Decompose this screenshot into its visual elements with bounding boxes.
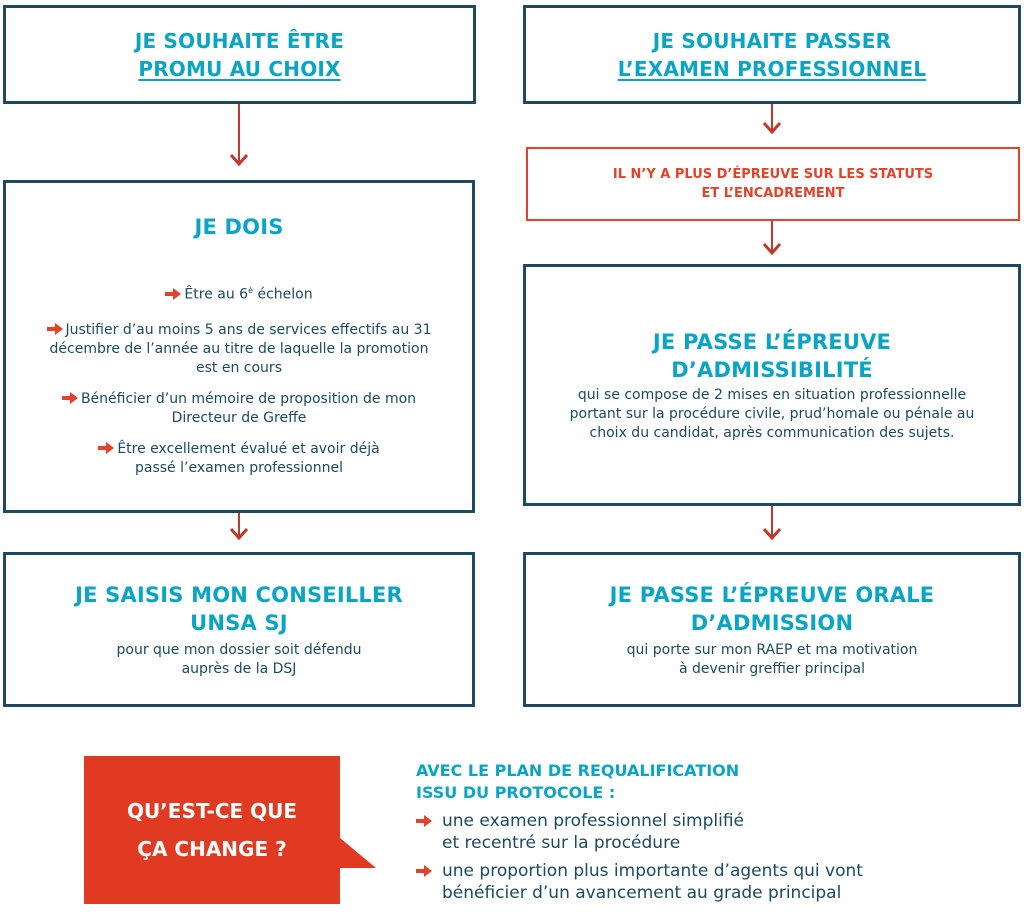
changes-title: AVEC LE PLAN DE REQUALIFICATION ISSU DU PROTOCOLE : <box>416 761 740 802</box>
arrow-right-icon <box>165 288 181 300</box>
requirement-item: Bénéficier d’un mémoire de proposition de mon Directeur de Greffe <box>39 390 439 428</box>
admission-box <box>523 552 1021 707</box>
conseiller-box <box>3 552 475 707</box>
change-item: une proportion plus importante d’agents qui vont bénéficier d’un avancement au grade principal <box>416 860 1016 904</box>
arrow-right-icon <box>47 323 63 335</box>
arrow-right-icon <box>416 815 432 827</box>
admissibilite-title: JE PASSE L’ÉPREUVE D’ADMISSIBILITÉ <box>652 329 892 382</box>
promu-au-choix-title <box>135 27 344 83</box>
notice-box: IL N’Y A PLUS D’ÉPREUVE SUR LES STATUTS ET L’ENCADREMENT <box>526 147 1020 221</box>
title-line-underlined: PROMU AU CHOIX <box>138 56 341 81</box>
requirement-item: Justifier d’au moins 5 ans de services effectifs au 31 décembre de l’année au titre de laquelle la promotion est en cours <box>39 321 439 378</box>
admissibilite-body: qui se compose de 2 mises en situation professionnelle portant sur la procédure civile, prud’homale ou pénale au choix du candidat, après communication des sujets. <box>569 386 975 441</box>
conseiller-body: pour que mon dossier soit défendu auprès de la DSJ <box>116 641 362 677</box>
changes-section <box>416 760 1016 904</box>
requirement-item: Être au $6^è$ échelon <box>39 281 439 305</box>
arrow-right-icon <box>98 442 114 454</box>
callout-tail <box>340 838 376 868</box>
je-dois-title: JE DOIS <box>194 215 284 239</box>
admission-title: JE PASSE L’ÉPREUVE ORALE D’ADMISSION <box>609 582 935 635</box>
down-arrow-icon <box>762 104 782 134</box>
down-arrow-icon <box>762 506 782 540</box>
change-item: une examen professionnel simplifié et recentré sur la procédure <box>416 810 1016 854</box>
examen-professionnel-box <box>523 5 1021 104</box>
admission-body: qui porte sur mon RAEP et ma motivation à devenir greffier principal <box>626 641 918 677</box>
promu-au-choix-box <box>3 5 476 104</box>
conseiller-title: JE SAISIS MON CONSEILLER UNSA SJ <box>75 582 403 635</box>
down-arrow-icon <box>229 513 249 541</box>
arrow-right-icon <box>416 865 432 877</box>
examen-professionnel-title: JE SOUHAITE PASSER L’EXAMEN PROFESSIONNEL <box>617 28 927 81</box>
down-arrow-icon <box>762 221 782 255</box>
arrow-right-icon <box>62 392 78 404</box>
admissibilite-box <box>523 264 1021 506</box>
requirement-item: Être excellement évalué et avoir déjà passé l’examen professionnel <box>39 440 439 478</box>
je-dois-box <box>3 180 475 513</box>
what-changes-callout: QU’EST-CE QUE ÇA CHANGE ? <box>84 756 340 904</box>
down-arrow-icon <box>229 104 249 168</box>
title-line: JE SOUHAITE ÊTRE <box>134 28 345 53</box>
